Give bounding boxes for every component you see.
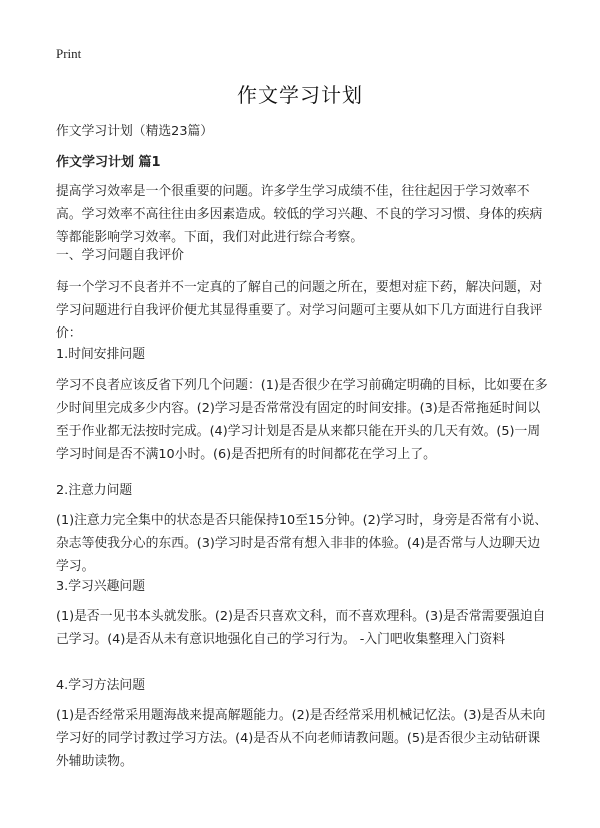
- method-paragraph: (1)是否经常采用题海战来提高解题能力。(2)是否经常采用机械记忆法。(3)是否从未向学习好的同学讨教过学习方法。(4)是否从不向老师请教问题。(5)是否很少主动钻研课外辅助读物。: [56, 708, 546, 769]
- page-title: 作文学习计划: [237, 83, 363, 107]
- attention-heading: 2.注意力问题: [56, 483, 133, 498]
- print-link[interactable]: Print: [56, 46, 82, 61]
- method-heading: 4.学习方法问题: [56, 678, 145, 693]
- interest-heading: 3.学习兴趣问题: [56, 579, 145, 594]
- section-heading: 作文学习计划 篇1: [56, 155, 161, 170]
- attention-paragraph: (1)注意力完全集中的状态是否只能保持10至15分钟。(2)学习时，身旁是否常有小说、杂志等使我分心的东西。(3)学习时是否常有想入非非的体验。(4)是否常与人边聊天边学习。: [56, 513, 548, 574]
- self-evaluation-heading: 一、学习问题自我评价: [56, 248, 184, 263]
- document-subtitle: 作文学习计划（精选23篇）: [56, 124, 214, 139]
- intro-paragraph: 提高学习效率是一个很重要的问题。许多学生学习成绩不佳，往往起因于学习效率不高。学习效率不高往往由多因素造成。较低的学习兴趣、不良的学习习惯、身体的疾病等都能影响学习效率。下面，我们对此进行综合考察。: [56, 184, 543, 245]
- time-management-heading: 1.时间安排问题: [56, 347, 145, 362]
- time-management-paragraph: 学习不良者应该反省下列几个问题：(1)是否很少在学习前确定明确的目标，比如要在多少时间里完成多少内容。(2)学习是否常常没有固定的时间安排。(3)是否常拖延时间以至于作业都无法按时完成。(4)学习计划是否是从来都只能在开头的几天有效。(5)一周学习时间是否不满10小时。(6)是否把所有的时间都花在学习上了。: [56, 378, 548, 462]
- interest-paragraph: (1)是否一见书本头就发胀。(2)是否只喜欢文科，而不喜欢理科。(3)是否常需要强迫自己学习。(4)是否从未有意识地强化自己的学习行为。 -入门吧收集整理入门资料: [56, 609, 546, 647]
- self-evaluation-paragraph: 每一个学习不良者并不一定真的了解自己的问题之所在，要想对症下药，解决问题，对学习问题进行自我评价便尤其显得重要了。对学习问题可主要从如下几方面进行自我评价：: [56, 280, 543, 341]
